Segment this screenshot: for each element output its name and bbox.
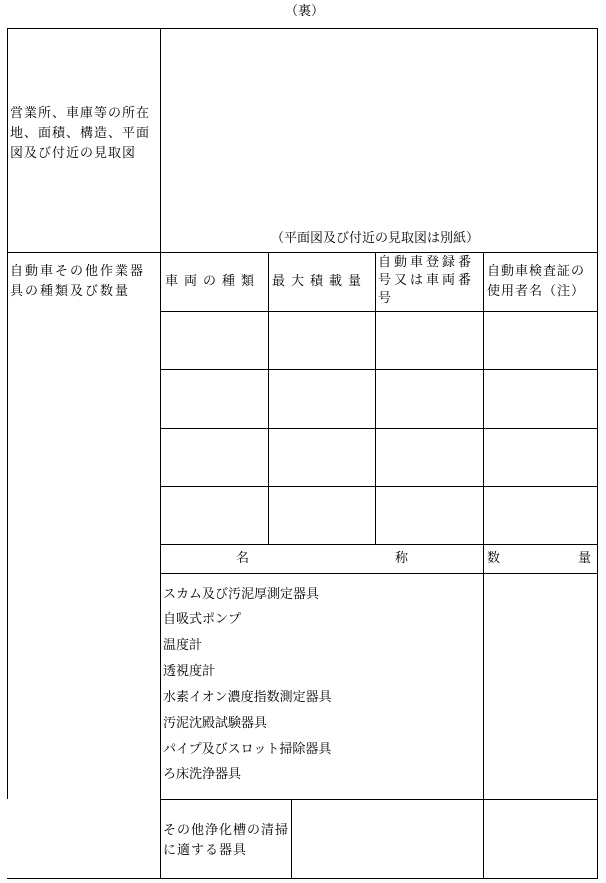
header-registration-number: 自動車登録番号又は車両番号 [378,255,475,306]
frame-right-border [597,28,598,879]
quantity-header-part1: 数 [487,551,501,566]
vehicle-col-divider-1 [268,252,269,544]
section-divider [7,252,598,253]
vehicles-label: 自動車その他作業器具の種類及び数量 [10,264,146,299]
other-equipment-divider [291,799,292,879]
other-equipment-label: その他浄化槽の清掃に適する器具 [163,823,290,858]
equipment-item: パイプ及びスロット掃除器具 [163,742,332,757]
equipment-name-header-part1: 名 [236,551,250,566]
frame-top-border [7,28,598,29]
equipment-item: スカム及び汚泥厚測定器具 [163,587,320,602]
equipment-item: 透視度計 [163,664,216,679]
equipment-item: 自吸式ポンプ [163,612,242,627]
vehicle-row-border [160,428,598,429]
header-max-load: 最大積載量 [272,274,368,289]
premises-label: 営業所、車庫等の所在地、面積、構造、平面図及び付近の見取図 [10,106,151,161]
vehicle-col-divider-2 [375,252,376,544]
equipment-item: 温度計 [163,638,203,653]
equipment-item: 汚泥沈殿試験器具 [163,716,268,731]
equipment-item: ろ床洗浄器具 [163,767,242,782]
equipment-item: 水素イオン濃度指数測定器具 [163,690,332,705]
quantity-header-part2: 量 [578,551,592,566]
header-vehicle-user: 自動車検査証の使用者名（注） [487,264,586,299]
frame-left-border [7,28,8,799]
vehicle-table-bottom-border [160,544,598,545]
vehicle-row-border [160,369,598,370]
equipment-name-header-part2: 称 [395,551,409,566]
frame-bottom-border [7,878,598,879]
vehicle-header-bottom-border [160,311,598,312]
other-equipment-top-border [160,799,598,800]
premises-attachment-note: （平面図及び付近の見取図は別紙） [271,231,480,246]
header-vehicle-kind: 車両の種類 [165,274,261,289]
label-column-divider [160,28,161,879]
page-side-label: （裏） [285,4,325,19]
equipment-header-bottom-border [160,573,598,574]
vehicle-row-border [160,486,598,487]
vehicle-col-divider-3 [483,252,484,544]
quantity-column-divider [483,544,484,879]
